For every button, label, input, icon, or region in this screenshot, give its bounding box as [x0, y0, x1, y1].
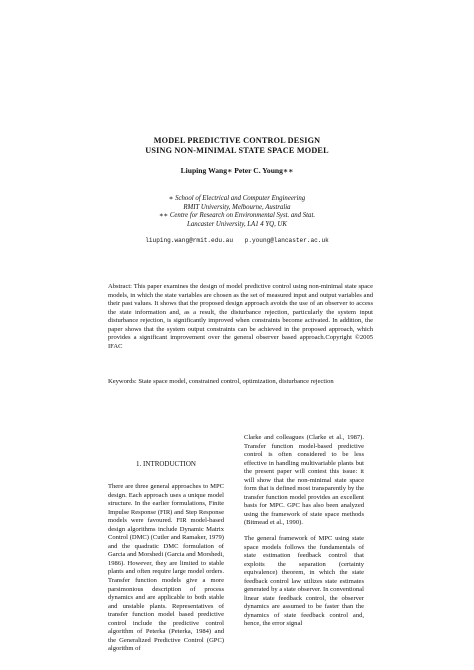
- email-wang[interactable]: liuping.wang@rmit.edu.au: [145, 237, 233, 244]
- author-emails: [0, 237, 474, 245]
- keywords: [108, 378, 373, 387]
- title-line-2: USING NON-MINIMAL STATE SPACE MODEL: [145, 146, 329, 155]
- abstract-text: Abstract: This paper examines the design of model predictive control using non-minimal state space models, in which the state variables are chosen as the set of measured input and output variables and their past values. It shows that the proposed design approach avoids the use of an observer to access the state information and, as a result, the disturbance rejection, particularly the system input disturbance rejection, is significantly improved when constraints become activated. In addition, the paper shows that the system output constraints can be achieved in the proposed approach, which provides a significant improvement over the general observer based approach.Copyright ©2005 IFAC: [108, 283, 373, 350]
- authors: Liuping Wang∗ Peter C. Young∗∗: [180, 166, 294, 175]
- intro-paragraph-2: Clarke and colleagues (Clarke et al., 1987). Transfer function model-based predictive control is often considered to be less effective in handling multivariable plants but the present paper will contest this issue: it will show that the non-minimal state space form that is defined most transparently by the transfer function model provides an excellent basis for MPC. GPC has also been analyzed using the framework of state space methods (Bitmead et al., 1990).: [244, 434, 364, 527]
- affiliations: [0, 195, 474, 229]
- affiliation-line-2: RMIT University, Melbourne, Australia: [183, 203, 291, 211]
- intro-paragraph-1: There are three general approaches to MPC design. Each approach uses a unique model structure. In the earlier formulations, Finite Impulse Response (FIR) and Step Response models were favoured. FIR model-based design algorithms include Dynamic Matrix Control (DMC) (Cutler and Ramaker, 1979) and the quadratic DMC formulation of Garcia and Morshedi (Garcia and Morshedi, 1986). However, they are limited to stable plants and often require large model orders. Transfer function models give a more parsimonious description of process dynamics and are applicable to both stable and unstable plants. Representatives of transfer function model based predictive control include the predictive control algorithm of Peterka (Peterka, 1984) and the Generalized Predictive Control (GPC) algorithm of: [108, 483, 224, 653]
- affiliation-line-3: ∗∗ Centre for Research on Environmental Syst. and Stat.: [158, 212, 316, 220]
- keywords-text: Keywords: State space model, constrained control, optimization, disturbance rejection: [108, 378, 334, 385]
- title-line-1: MODEL PREDICTIVE CONTROL DESIGN: [153, 136, 321, 145]
- affiliation-line-1: ∗ School of Electrical and Computer Engineering: [168, 195, 306, 202]
- left-column: [108, 460, 224, 654]
- right-column: [244, 434, 364, 629]
- intro-paragraph-3: The general framework of MPC using state space models follows the fundamentals of state estimation feedback control that exploits the separation (certainty equivalence) theorem, in which the state feedback control law utilizes state estimates generated by a state observer. In conventional linear state feedback control, the observer dynamics are assumed to be faster than the dynamics of state feedback control and, hence, the error signal: [244, 535, 364, 628]
- paper-title: [0, 136, 474, 156]
- section-heading-introduction: 1. INTRODUCTION: [136, 460, 196, 468]
- abstract: [108, 283, 373, 351]
- email-young[interactable]: p.young@lancaster.ac.uk: [244, 237, 329, 244]
- affiliation-line-4: Lancaster University, LA1 4 YQ, UK: [187, 220, 287, 228]
